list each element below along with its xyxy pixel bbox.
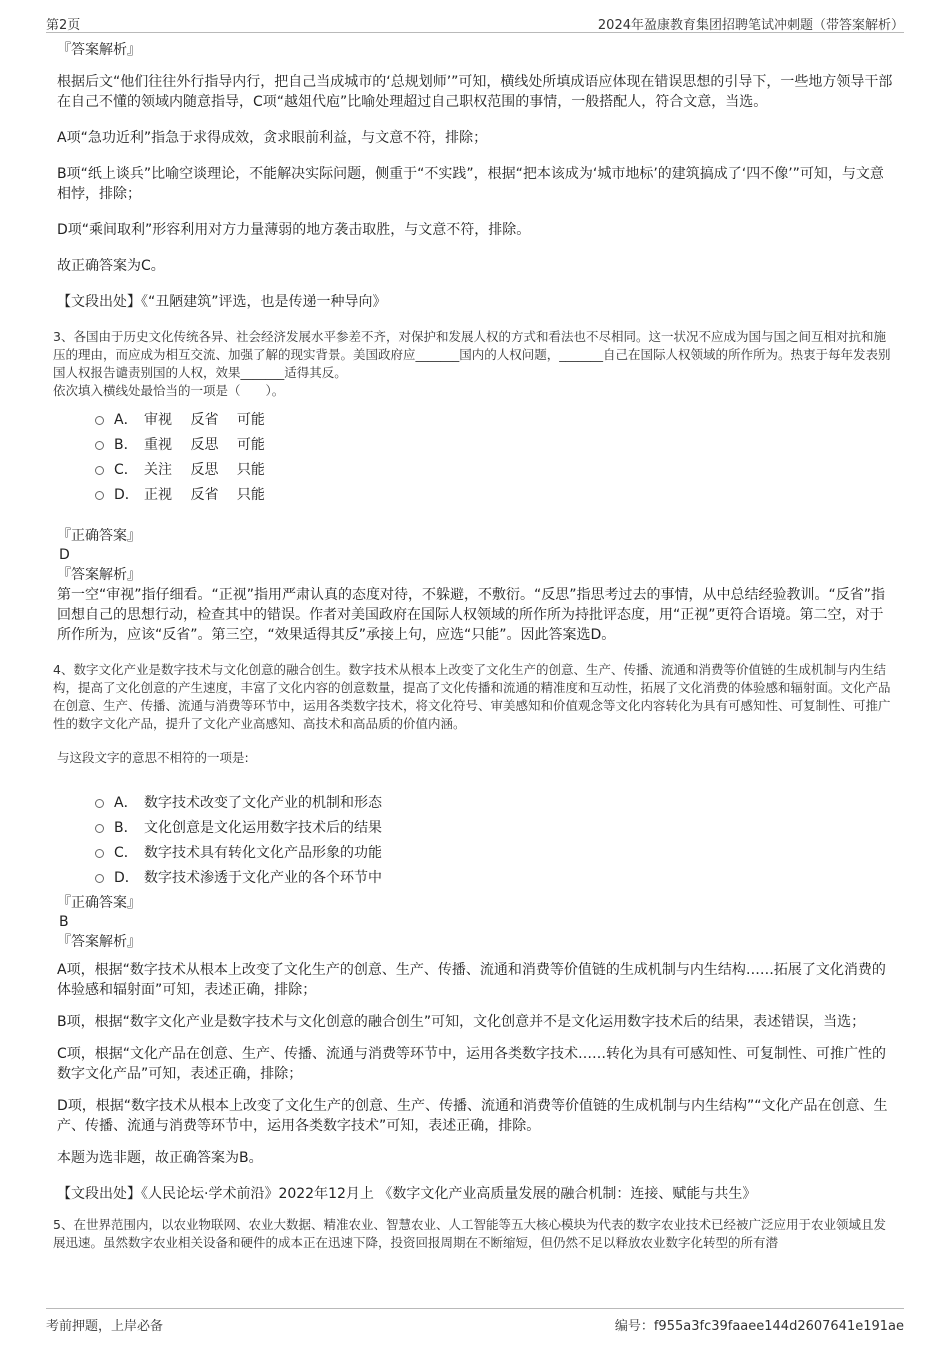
option-b[interactable]: B． 文化创意是文化运用数字技术后的结果 — [95, 814, 893, 839]
option-b[interactable]: B． 重视 反思 可能 — [95, 431, 893, 456]
q3-answer: D — [59, 547, 70, 563]
q4-prompt: 与这段文字的意思不相符的一项是: — [57, 750, 249, 765]
radio-icon[interactable] — [95, 849, 104, 858]
q4-analysis-label: 『答案解析』 — [57, 934, 141, 950]
q3-analysis: 第一空“审视”指仔细看。“正视”指用严肃认真的态度对待，不躲避，不敷衍。“反思”指思考过去的事情，从中总结经验教训。“反省”指回想自己的思想行动，检查其中的错误。作者对美国政府在国际人权领域的所作所为持批评态度，用“正视”更符合语境。第二空，对于所作所为，应该“反省”。第三空，“效果适得其反”承接上句，应选“只能”。因此答案选D。 — [57, 587, 886, 643]
q2-conclusion: 故正确答案为C。 — [57, 258, 165, 274]
radio-icon[interactable] — [95, 441, 104, 450]
option-d[interactable]: D． 数字技术渗透于文化产业的各个环节中 — [95, 864, 893, 889]
option-a[interactable]: A． 审视 反省 可能 — [95, 406, 893, 431]
radio-icon[interactable] — [95, 799, 104, 808]
q4-conclusion: 本题为选非题，故正确答案为B。 — [57, 1150, 263, 1166]
radio-icon[interactable] — [95, 824, 104, 833]
option-d[interactable]: D． 正视 反省 只能 — [95, 481, 893, 506]
q4-answer: B — [59, 914, 69, 930]
document-id: 编号：f955a3fc39faaee144d2607641e191ae — [614, 1319, 904, 1334]
q3-stem: 3、各国由于历史文化传统各异、社会经济发展水平参差不齐，对保护和发展人权的方式和看法也不尽相同。这一状况不应成为国与国之间互相对抗和施压的理由，而应成为相互交流、加强了解的现实背景。美国政府应_______国内的人权问题，_______自己在国际人权领域的所作所为。热衷于每年发表别国人权报告谴责别国的人权，效果_______适得其反。 — [53, 329, 891, 380]
document-title: 2024年盈康教育集团招聘笔试冲刺题（带答案解析） — [597, 18, 904, 33]
option-c[interactable]: C． 关注 反思 只能 — [95, 456, 893, 481]
q4-options — [95, 789, 893, 889]
q4-answer-label: 『正确答案』 — [57, 895, 141, 911]
footer-slogan: 考前押题，上岸必备 — [46, 1319, 164, 1334]
q4-analysis-para: D项，根据“数字技术从根本上改变了文化生产的创意、生产、传播、流通和消费等价值链的生成机制与内生结构”“文化产品在创意、生产、传播、流通与消费等环节中，运用各类数字技术”可知，表述正确，排除。 — [57, 1098, 888, 1134]
page-number: 第2页 — [46, 18, 81, 33]
q2-analysis-para: A项“急功近利”指急于求得成效，贪求眼前利益，与文意不符，排除； — [57, 130, 488, 146]
page-header — [46, 12, 904, 33]
q4-source: 【文段出处】《人民论坛·学术前沿》2022年12月上 《数字文化产业高质量发展的融合机制：连接、赋能与共生》 — [57, 1186, 757, 1202]
q3-prompt: 依次填入横线处最恰当的一项是（ ）。 — [53, 383, 285, 398]
radio-icon[interactable] — [95, 874, 104, 883]
q2-source: 【文段出处】《“丑陋建筑”评选，也是传递一种导向》 — [57, 294, 387, 310]
q4-analysis-para: C项，根据“文化产品在创意、生产、传播、流通与消费等环节中，运用各类数字技术……转化为具有可感知性、可复制性、可推广性的数字文化产品”可知，表述正确，排除； — [57, 1046, 887, 1082]
q3-answer-label: 『正确答案』 — [57, 528, 141, 544]
q3-options — [95, 406, 893, 506]
page-footer — [46, 1308, 904, 1333]
q4-stem: 4、数字文化产业是数字技术与文化创意的融合创生。数字技术从根本上改变了文化生产的创意、生产、传播、流通和消费等价值链的生成机制与内生结构，提高了文化创意的产生速度，丰富了文化内容的创意数量，提高了文化传播和流通的精准度和互动性，拓展了文化消费的体验感和辐射面。文化产品在创意、生产、传播、流通与消费等环节中，运用各类数字技术，将文化符号、审美感知和价值观念等文化内容转化为具有可感知性、可复制性、可推广性的数字文化产品，提升了文化产业高感知、高技术和高品质的价值内涵。 — [53, 662, 891, 731]
radio-icon[interactable] — [95, 466, 104, 475]
radio-icon[interactable] — [95, 491, 104, 500]
q4-analysis-para: B项，根据“数字文化产业是数字技术与文化创意的融合创生”可知，文化创意并不是文化运用数字技术后的结果，表述错误，当选； — [57, 1014, 866, 1030]
q2-analysis-label: 『答案解析』 — [57, 42, 141, 58]
q3-analysis-label: 『答案解析』 — [57, 567, 141, 583]
radio-icon[interactable] — [95, 416, 104, 425]
q4-analysis-para: A项，根据“数字技术从根本上改变了文化生产的创意、生产、传播、流通和消费等价值链的生成机制与内生结构……拓展了文化消费的体验感和辐射面”可知，表述正确，排除； — [57, 962, 886, 998]
q2-analysis-para: D项“乘间取利”形容利用对方力量薄弱的地方袭击取胜，与文意不符，排除。 — [57, 222, 531, 238]
q2-analysis-para: B项“纸上谈兵”比喻空谈理论，不能解决实际问题，侧重于“不实践”，根据“把本该成为‘城市地标’的建筑搞成了‘四不像’”可知，与文意相悖，排除； — [57, 166, 884, 202]
document-body — [53, 40, 893, 1252]
q2-analysis-para: 根据后文“他们往往外行指导内行，把自己当成城市的‘总规划师’”可知，横线处所填成语应体现在错误思想的引导下，一些地方领导干部在自己不懂的领域内随意指导，C项“越俎代庖”比喻处理超过自己职权范围的事情，一般搭配人，符合文意，当选。 — [57, 74, 893, 110]
q5-stem: 5、在世界范围内，以农业物联网、农业大数据、精准农业、智慧农业、人工智能等五大核心模块为代表的数字农业技术已经被广泛应用于农业领域且发展迅速。虽然数字农业相关设备和硬件的成本正在迅速下降，投资回报周期在不断缩短，但仍然不足以释放农业数字化转型的所有潜 — [53, 1217, 886, 1250]
option-c[interactable]: C． 数字技术具有转化文化产品形象的功能 — [95, 839, 893, 864]
option-a[interactable]: A． 数字技术改变了文化产业的机制和形态 — [95, 789, 893, 814]
